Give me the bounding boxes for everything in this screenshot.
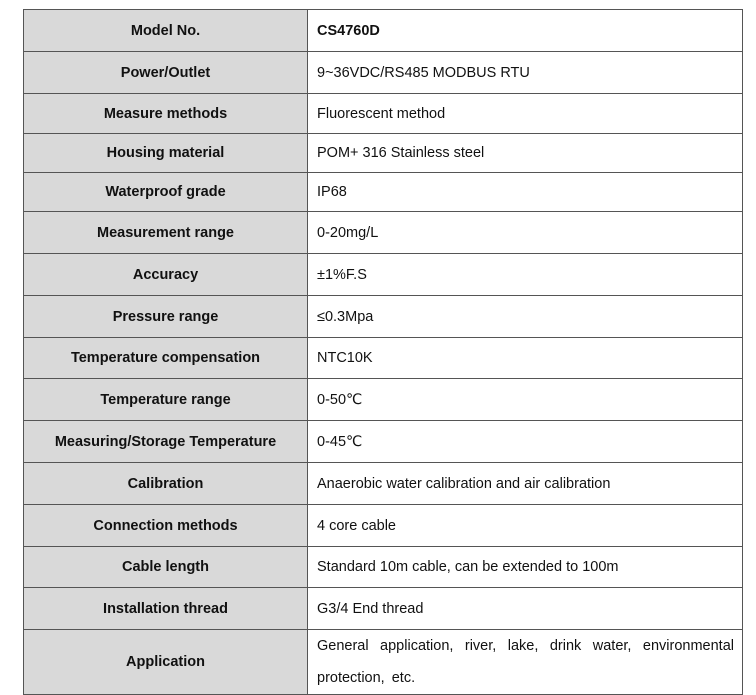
row-value: 9~36VDC/RS485 MODBUS RTU [308, 52, 743, 94]
row-label: Measure methods [24, 94, 308, 134]
table-row [24, 254, 743, 296]
row-label: Pressure range [24, 296, 308, 338]
row-value: POM+ 316 Stainless steel [308, 134, 743, 173]
table-row [24, 630, 743, 695]
table-row [24, 94, 743, 134]
table-row [24, 10, 743, 52]
table-row [24, 296, 743, 338]
row-value: Standard 10m cable, can be extended to 100m [308, 547, 743, 588]
row-label: Temperature compensation [24, 338, 308, 379]
row-value: NTC10K [308, 338, 743, 379]
table-row [24, 212, 743, 254]
row-label: Accuracy [24, 254, 308, 296]
row-label: Measurement range [24, 212, 308, 254]
row-label: Temperature range [24, 379, 308, 421]
row-label: Cable length [24, 547, 308, 588]
row-label: Installation thread [24, 588, 308, 630]
row-label: Waterproof grade [24, 173, 308, 212]
row-label: Power/Outlet [24, 52, 308, 94]
row-value: 4 core cable [308, 505, 743, 547]
row-label: Application [24, 630, 308, 695]
table-row [24, 134, 743, 173]
row-value: CS4760D [308, 10, 743, 52]
table-row [24, 505, 743, 547]
row-label: Measuring/Storage Temperature [24, 421, 308, 463]
table-row [24, 547, 743, 588]
table-row [24, 338, 743, 379]
row-value: 0-50℃ [308, 379, 743, 421]
row-value: Anaerobic water calibration and air calibration [308, 463, 743, 505]
row-value: Fluorescent method [308, 94, 743, 134]
row-value: ≤0.3Mpa [308, 296, 743, 338]
row-value: IP68 [308, 173, 743, 212]
row-label: Connection methods [24, 505, 308, 547]
row-value: General application, river, lake, drink water, environmental protection, etc. [308, 630, 743, 695]
row-label: Calibration [24, 463, 308, 505]
row-value: G3/4 End thread [308, 588, 743, 630]
table-row [24, 588, 743, 630]
table-row [24, 379, 743, 421]
table-row [24, 173, 743, 212]
table-row [24, 52, 743, 94]
row-value: 0-20mg/L [308, 212, 743, 254]
spec-table [23, 9, 743, 695]
row-value: 0-45℃ [308, 421, 743, 463]
row-label: Housing material [24, 134, 308, 173]
table-row [24, 463, 743, 505]
row-label: Model No. [24, 10, 308, 52]
row-value: ±1%F.S [308, 254, 743, 296]
table-row [24, 421, 743, 463]
